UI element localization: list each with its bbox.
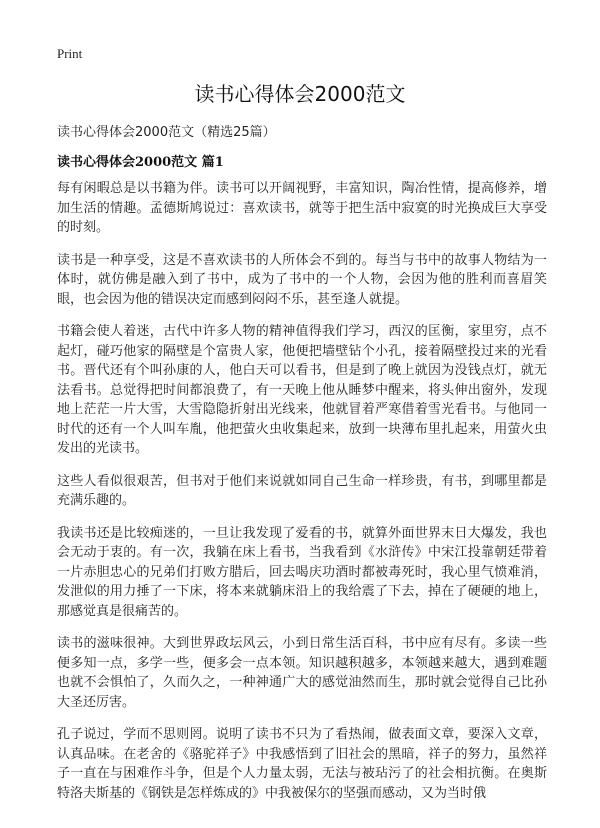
- print-label: Print: [57, 46, 83, 61]
- paragraph-2: 读书是一种享受，这是不喜欢读书的人所体会不到的。每当与书中的故事人物结为一体时，就仿佛是融入到了书中，成为了书中的一个人物，会因为他的胜利而喜眉笑眼，也会因为他的错误决定而感到闷闷不乐，甚至逢人就提。: [57, 252, 547, 307]
- paragraph-1: 每有闲暇总是以书籍为伴。读书可以开阔视野，丰富知识，陶冶性情，提高修养，增加生活的情趣。孟德斯鸠说过：喜欢读书，就等于把生活中寂寞的时光换成巨大享受的时刻。: [57, 181, 547, 235]
- paragraph-5: 我读书还是比较痴迷的，一旦让我发现了爱看的书，就算外面世界末日大爆发，我也会无动于衷的。有一次，我躺在床上看书，当我看到《水浒传》中宋江投靠朝廷带着一片赤胆忠心的兄弟们打败方腊后，回去喝庆功酒时都被毒死时，我心里气愤难消，发泄似的用力捶了一下床，将本来就躺床沿上的我给震了下去，掉在了硬硬的地上，那感觉真是很痛苦的。: [57, 525, 547, 619]
- paragraph-3: 书籍会使人着迷，古代中许多人物的精神值得我们学习，西汉的匡衡，家里穷，点不起灯，碰巧他家的隔壁是个富贵人家，他便把墙壁钻个小孔，接着隔壁投过来的光看书。晋代还有个叫孙康的人，他白天可以看书，但是到了晚上就因为没钱点灯，就无法看书。总觉得把时间都浪费了，有一天晚上他从睡梦中醒来，将头伸出窗外，发现地上茫茫一片大雪，大雪隐隐折射出光线来，他就冒着严寒借着雪光看书。与他同一时代的还有一个人叫车胤，他把萤火虫收集起来，放到一块薄布里扎起来，用萤火虫发出的光读书。: [57, 324, 547, 456]
- paragraph-6: 读书的滋味很神。大到世界政坛风云，小到日常生活百科，书中应有尽有。多读一些便多知一点，多学一些，便多会一点本领。知识越积越多，本领越来越大，遇到难题也就不会惧怕了，久而久之，一种神通广大的感觉油然而生，那时就会觉得自己比孙大圣还厉害。: [57, 636, 547, 710]
- document-subtitle: 读书心得体会2000范文（精选25篇）: [57, 125, 276, 140]
- document-body: [57, 179, 547, 816]
- document-title: 读书心得体会2000范文: [194, 82, 406, 106]
- paragraph-4: 这些人看似很艰苦，但书对于他们来说就如同自己生命一样珍贵，有书，到哪里都是充满乐趣的。: [57, 473, 547, 508]
- paragraph-7: 孔子说过，学而不思则罔。说明了读书不只为了看热闹，做表面文章，要深入文章，认真品味。在老舍的《骆驼祥子》中我感悟到了旧社会的黑暗，祥子的努力，虽然祥子一直在与困难作斗争，但是个人力量太弱，无法与被玷污了的社会相抗衡。在奥斯特洛夫斯基的《钢铁是怎样炼成的》中我被保尔的坚强而感动，又为当时俄: [57, 727, 547, 801]
- section-heading: 读书心得体会2000范文 篇1: [57, 155, 224, 170]
